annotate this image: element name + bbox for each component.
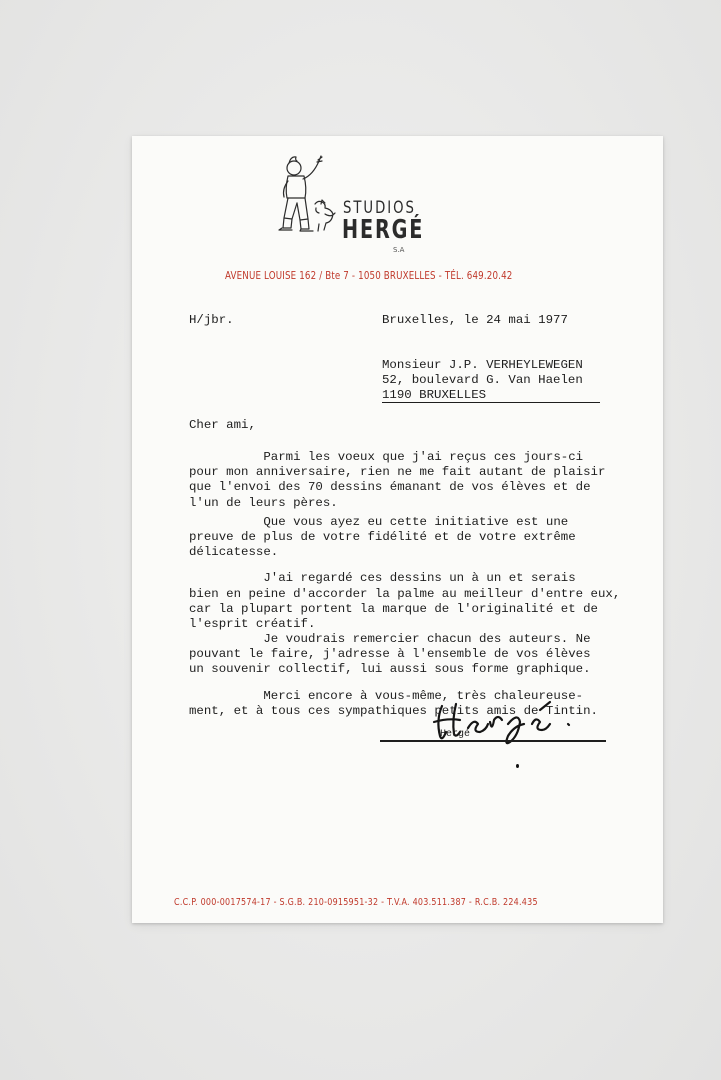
recipient-underline — [382, 402, 600, 403]
body-line: car la plupart portent la marque de l'originalité et de — [189, 601, 598, 616]
recipient-street: 52, boulevard G. Van Haelen — [382, 373, 583, 387]
signatory-name: Hergé — [440, 729, 471, 740]
salutation: Cher ami, — [189, 418, 256, 432]
recipient-city: 1190 BRUXELLES — [382, 388, 487, 402]
body-line: pour mon anniversaire, rien ne me fait autant de plaisir — [189, 465, 606, 480]
body-line: Que vous ayez eu cette initiative est une — [189, 514, 569, 529]
body-line: preuve de plus de votre fidélité et de votre extrême — [189, 529, 576, 544]
body-line: Je voudrais remercier chacun des auteurs. Ne — [189, 632, 591, 647]
body-line: que l'envoi des 70 dessins émanant de vos élèves et de — [189, 480, 591, 495]
recipient-name: Monsieur J.P. VERHEYLEWEGEN — [382, 358, 583, 372]
body-line: pouvant le faire, j'adresse à l'ensemble de vos élèves — [189, 647, 591, 662]
herge-wordmark: HERGÉ — [342, 215, 425, 245]
studios-wordmark: STUDIOS — [343, 198, 416, 218]
body-line: un souvenir collectif, lui aussi sous forme graphique. — [189, 662, 591, 677]
body-line: Merci encore à vous-même, très chaleureuse- — [189, 688, 584, 703]
letter-date: Bruxelles, le 24 mai 1977 — [382, 313, 568, 327]
footer-registration: C.C.P. 000-0017574-17 - S.G.B. 210-0915951-32 - T.V.A. 403.511.387 - R.C.B. 224.435 — [174, 897, 538, 908]
body-line: l'esprit créatif. — [189, 616, 316, 631]
signature-line — [380, 740, 606, 742]
body-line: Parmi les voeux que j'ai reçus ces jours-ci — [189, 450, 584, 464]
company-suffix: S.A — [393, 246, 405, 254]
body-line: l'un de leurs pères. — [189, 495, 338, 510]
body-line: bien en peine d'accorder la palme au meilleur d'entre eux, — [189, 586, 621, 601]
tintin-logo-icon — [269, 148, 349, 250]
letter-body — [189, 450, 619, 719]
reference-code: H/jbr. — [189, 313, 234, 327]
letterhead-address: AVENUE LOUISE 162 / Bte 7 - 1050 BRUXELLES - TÉL. 649.20.42 — [225, 269, 513, 282]
body-line: J'ai regardé ces dessins un à un et serais — [189, 571, 576, 586]
body-line: délicatesse. — [189, 545, 279, 560]
ink-mark — [516, 764, 519, 768]
body-line: ment, et à tous ces sympathiques petits amis de Tintin. — [189, 703, 598, 718]
letter-sheet — [132, 136, 663, 923]
